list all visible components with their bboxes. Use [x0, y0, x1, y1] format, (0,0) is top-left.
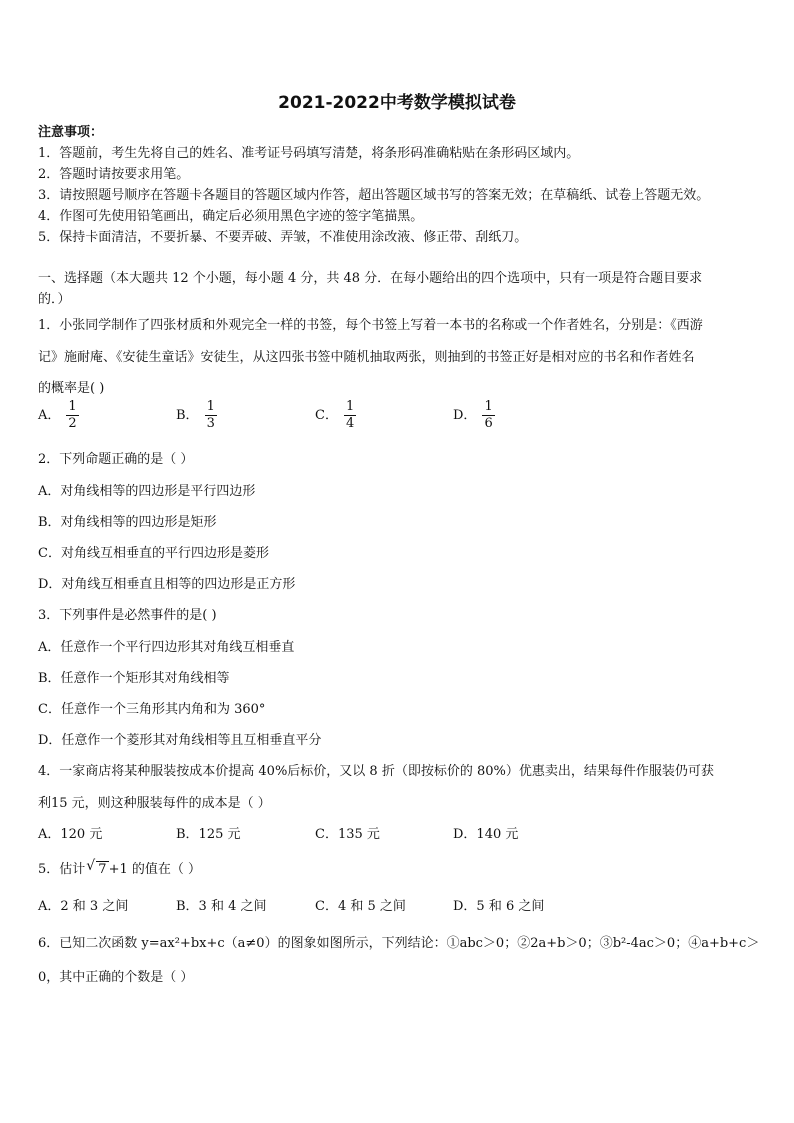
denominator: 3 [206, 416, 215, 431]
notice-item: 3．请按照题号顺序在答题卡各题目的答题区域内作答，超出答题区域书写的答案无效；在草稿纸、试卷上答题无效。 [38, 188, 710, 203]
q4-option-b: B．125 元 [176, 827, 241, 842]
question-1-stem: 1．小张同学制作了四张材质和外观完全一样的书签，每个书签上写着一本书的名称或一个作者姓名，分别是：《西游 [38, 318, 703, 333]
q1-option-b [176, 399, 217, 432]
fraction [344, 399, 356, 432]
question-5-stem [38, 858, 201, 877]
q3-option-b: B．任意作一个矩形其对角线相等 [38, 671, 230, 686]
q4-option-a: A．120 元 [38, 827, 103, 842]
page-title: 2021-2022中考数学模拟试卷 [278, 93, 516, 113]
option-label: D． [453, 408, 477, 423]
notice-item: 1．答题前，考生先将自己的姓名、准考证号码填写清楚，将条形码准确粘贴在条形码区域内。 [38, 146, 580, 161]
question-3-stem: 3．下列事件是必然事件的是( ) [38, 608, 217, 623]
denominator: 2 [68, 416, 77, 431]
fraction [482, 399, 494, 432]
numerator: 1 [206, 399, 215, 414]
question-1-stem-cont: 记》施耐庵、《安徒生童话》安徒生，从这四张书签中随机抽取两张，则抽到的书签正好是相对应的书名和作者姓名 [38, 350, 695, 365]
q5-option-d: D．5 和 6 之间 [453, 899, 545, 914]
notice-heading: 注意事项： [38, 125, 104, 140]
q2-option-a: A．对角线相等的四边形是平行四边形 [38, 484, 256, 499]
q5-option-c: C．4 和 5 之间 [315, 899, 406, 914]
question-4-stem-cont: 利15 元，则这种服装每件的成本是（ ） [38, 796, 271, 811]
question-6-stem: 6．已知二次函数 y=ax²+bx+c（a≠0）的图象如图所示，下列结论：①abc＞0；②2a+b＞0；③b²-4ac＞0；④a+b+c＞ [38, 936, 760, 951]
q4-option-d: D．140 元 [453, 827, 519, 842]
q3-option-d: D．任意作一个菱形其对角线相等且互相垂直平分 [38, 733, 322, 748]
q1-option-d [453, 399, 495, 432]
option-label: A． [38, 408, 61, 423]
q3-option-c: C．任意作一个三角形其内角和为 360° [38, 702, 266, 717]
q4-option-c: C．135 元 [315, 827, 380, 842]
q5-option-a: A．2 和 3 之间 [38, 899, 129, 914]
q2-option-c: C．对角线互相垂直的平行四边形是菱形 [38, 546, 269, 561]
q2-option-b: B．对角线相等的四边形是矩形 [38, 515, 217, 530]
notice-item: 2．答题时请按要求用笔。 [38, 167, 190, 182]
denominator: 4 [345, 416, 355, 431]
numerator: 1 [68, 399, 77, 414]
q3-option-a: A．任意作一个平行四边形其对角线互相垂直 [38, 640, 295, 655]
notice-item: 5．保持卡面清洁，不要折暴、不要弄破、弄皱，不准使用涂改液、修正带、刮纸刀。 [38, 230, 528, 245]
question-2-stem: 2．下列命题正确的是（ ） [38, 452, 194, 467]
q1-option-c [315, 399, 356, 432]
q2-option-d: D．对角线互相垂直且相等的四边形是正方形 [38, 577, 296, 592]
notice-item: 4．作图可先使用铅笔画出，确定后必须用黑色字迹的签字笔描黑。 [38, 209, 424, 224]
question-6-stem-cont: 0，其中正确的个数是（ ） [38, 970, 194, 985]
question-1-stem-end: 的概率是( ) [38, 381, 105, 396]
numerator: 1 [345, 399, 355, 414]
option-label: B． [176, 408, 199, 423]
q5-option-b: B．3 和 4 之间 [176, 899, 267, 914]
q5-stem-post: +1 的值在（ ） [108, 862, 201, 877]
denominator: 6 [484, 416, 493, 431]
sqrt-expression: √ 7 [96, 861, 108, 877]
section-heading-cont: 的．） [38, 292, 71, 307]
q1-option-a [38, 399, 79, 432]
fraction [66, 399, 78, 432]
numerator: 1 [484, 399, 493, 414]
section-heading: 一、选择题（本大题共 12 个小题，每小题 4 分，共 48 分．在每小题给出的四个选项中，只有一项是符合题目要求 [38, 271, 703, 286]
q5-stem-pre: 5．估计 [38, 862, 86, 877]
question-4-stem: 4．一家商店将某种服装按成本价提高 40%后标价，又以 8 折（即按标价的 80%）优惠卖出，结果每件作服装仍可获 [38, 764, 714, 779]
option-label: C． [315, 408, 338, 423]
fraction [205, 399, 217, 432]
